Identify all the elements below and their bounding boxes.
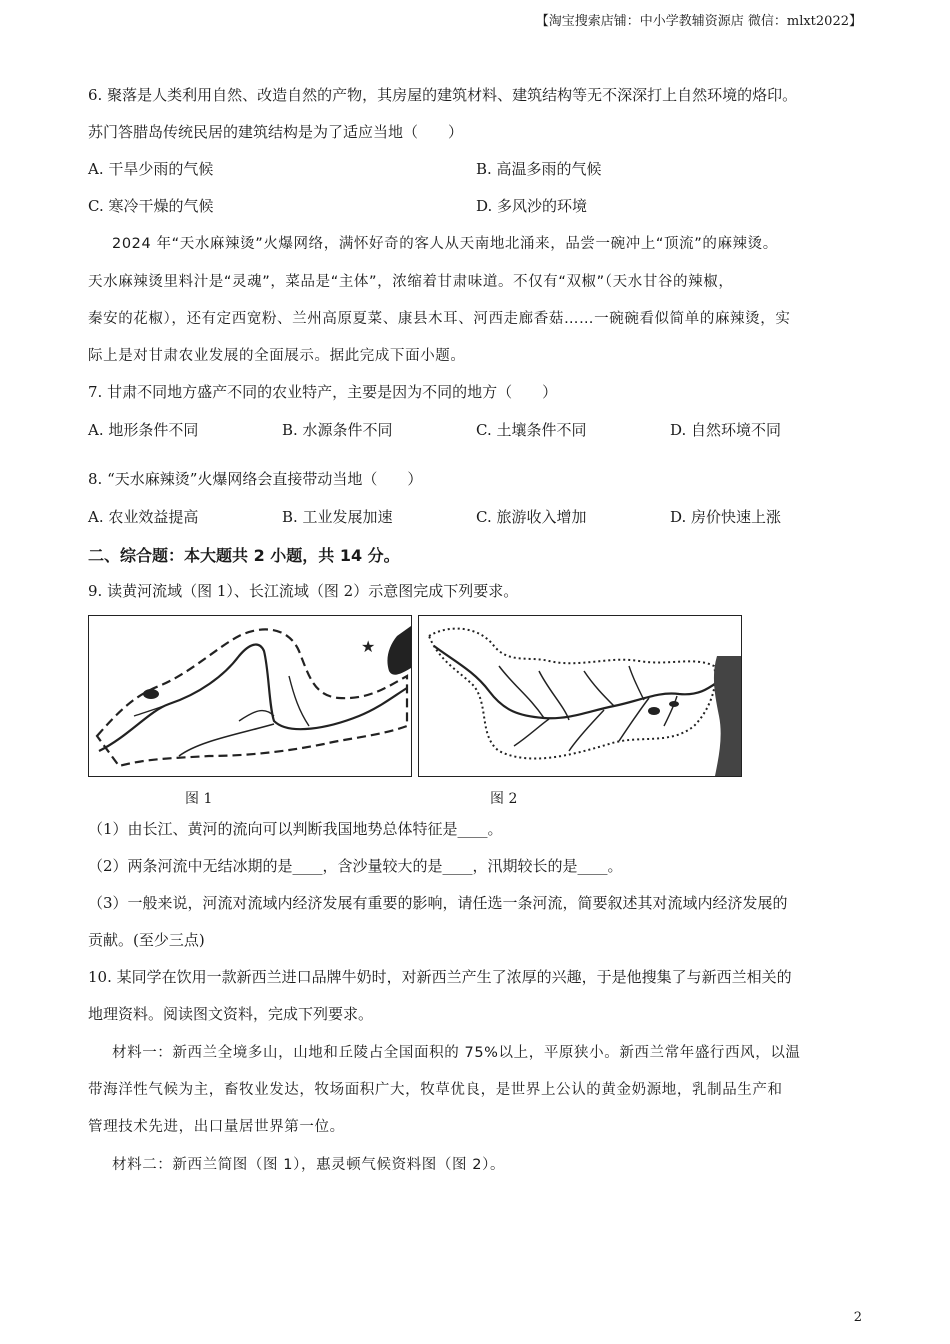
q7-option-b: B. 水源条件不同 [282,421,393,439]
q8-stem: 8. “天水麻辣烫”火爆网络会直接带动当地（ ） [88,470,423,488]
page-header: 【淘宝搜索店铺：中小学教辅资源店 微信：mlxt2022】 [535,14,862,29]
q8-option-c: C. 旅游收入增加 [476,508,587,526]
q6-option-d: D. 多风沙的环境 [476,197,588,215]
q7-option-c: C. 土壤条件不同 [476,421,587,439]
q10-stem-line2: 地理资料。阅读图文资料，完成下列要求。 [88,1005,374,1023]
q6-stem-line1: 6. 聚落是人类利用自然、改造自然的产物，其房屋的建筑材料、建筑结构等无不深深打上自然环境的烙印。 [88,86,798,104]
yangtze-river-map [418,615,742,777]
q9-sub2: （2）两条河流中无结冰期的是____，含沙量较大的是____，汛期较长的是____。 [88,857,623,875]
q10-material1-line1: 材料一：新西兰全境多山，山地和丘陵占全国面积的 75%以上，平原狭小。新西兰常年盛行西风，以温 [112,1045,801,1061]
q6-option-b: B. 高温多雨的气候 [476,160,602,178]
q6-option-c: C. 寒冷干燥的气候 [88,197,214,215]
q10-material1-line2: 带海洋性气候为主，畜牧业发达，牧场面积广大，牧草优良，是世界上公认的黄金奶源地，乳制品生产和 [88,1082,783,1098]
passage-line2: 天水麻辣烫里料汁是“灵魂”，菜品是“主体”，浓缩着甘肃味道。不仅有“双椒”（天水甘谷的辣椒， [88,274,734,290]
section2-heading: 二、综合题：本大题共 2 小题，共 14 分。 [88,546,400,565]
q7-option-d: D. 自然环境不同 [670,421,782,439]
q9-sub3-line1: （3）一般来说，河流对流域内经济发展有重要的影响，请任选一条河流，简要叙述其对流域内经济发展的 [88,894,788,912]
q10-stem-line1: 10. 某同学在饮用一款新西兰进口品牌牛奶时，对新西兰产生了浓厚的兴趣，于是他搜集了与新西兰相关的 [88,968,792,986]
q6-option-a: A. 干旱少雨的气候 [88,160,214,178]
q9-stem: 9. 读黄河流域（图 1）、长江流域（图 2）示意图完成下列要求。 [88,582,519,600]
fig1-caption: 图 1 [185,791,213,807]
passage-line4: 际上是对甘肃农业发展的全面展示。据此完成下面小题。 [88,348,466,364]
fig2-caption: 图 2 [490,791,518,807]
q8-option-d: D. 房价快速上涨 [670,508,782,526]
q7-stem: 7. 甘肃不同地方盛产不同的农业特产，主要是因为不同的地方（ ） [88,383,558,401]
q8-option-a: A. 农业效益提高 [88,508,199,526]
yellow-river-map [88,615,412,777]
svg-text:★: ★ [361,637,376,656]
q6-stem-line2: 苏门答腊岛传统民居的建筑结构是为了适应当地（ ） [88,123,464,141]
q8-option-b: B. 工业发展加速 [282,508,393,526]
q10-material1-line3: 管理技术先进，出口量居世界第一位。 [88,1119,345,1135]
q7-option-a: A. 地形条件不同 [88,421,199,439]
passage-line1: 2024 年“天水麻辣烫”火爆网络，满怀好奇的客人从天南地北涌来，品尝一碗冲上“顶流”的麻辣烫。 [112,236,778,252]
page-number: 2 [853,1310,862,1325]
q9-sub1: （1）由长江、黄河的流向可以判断我国地势总体特征是____。 [88,820,503,838]
q10-material2: 材料二：新西兰简图（图 1），惠灵顿气候资料图（图 2）。 [112,1157,506,1173]
q9-sub3-line2: 贡献。(至少三点) [88,931,205,949]
passage-line3: 秦安的花椒），还有定西宽粉、兰州高原夏菜、康县木耳、河西走廊香菇……一碗碗看似简单的麻辣烫，实 [88,311,791,327]
